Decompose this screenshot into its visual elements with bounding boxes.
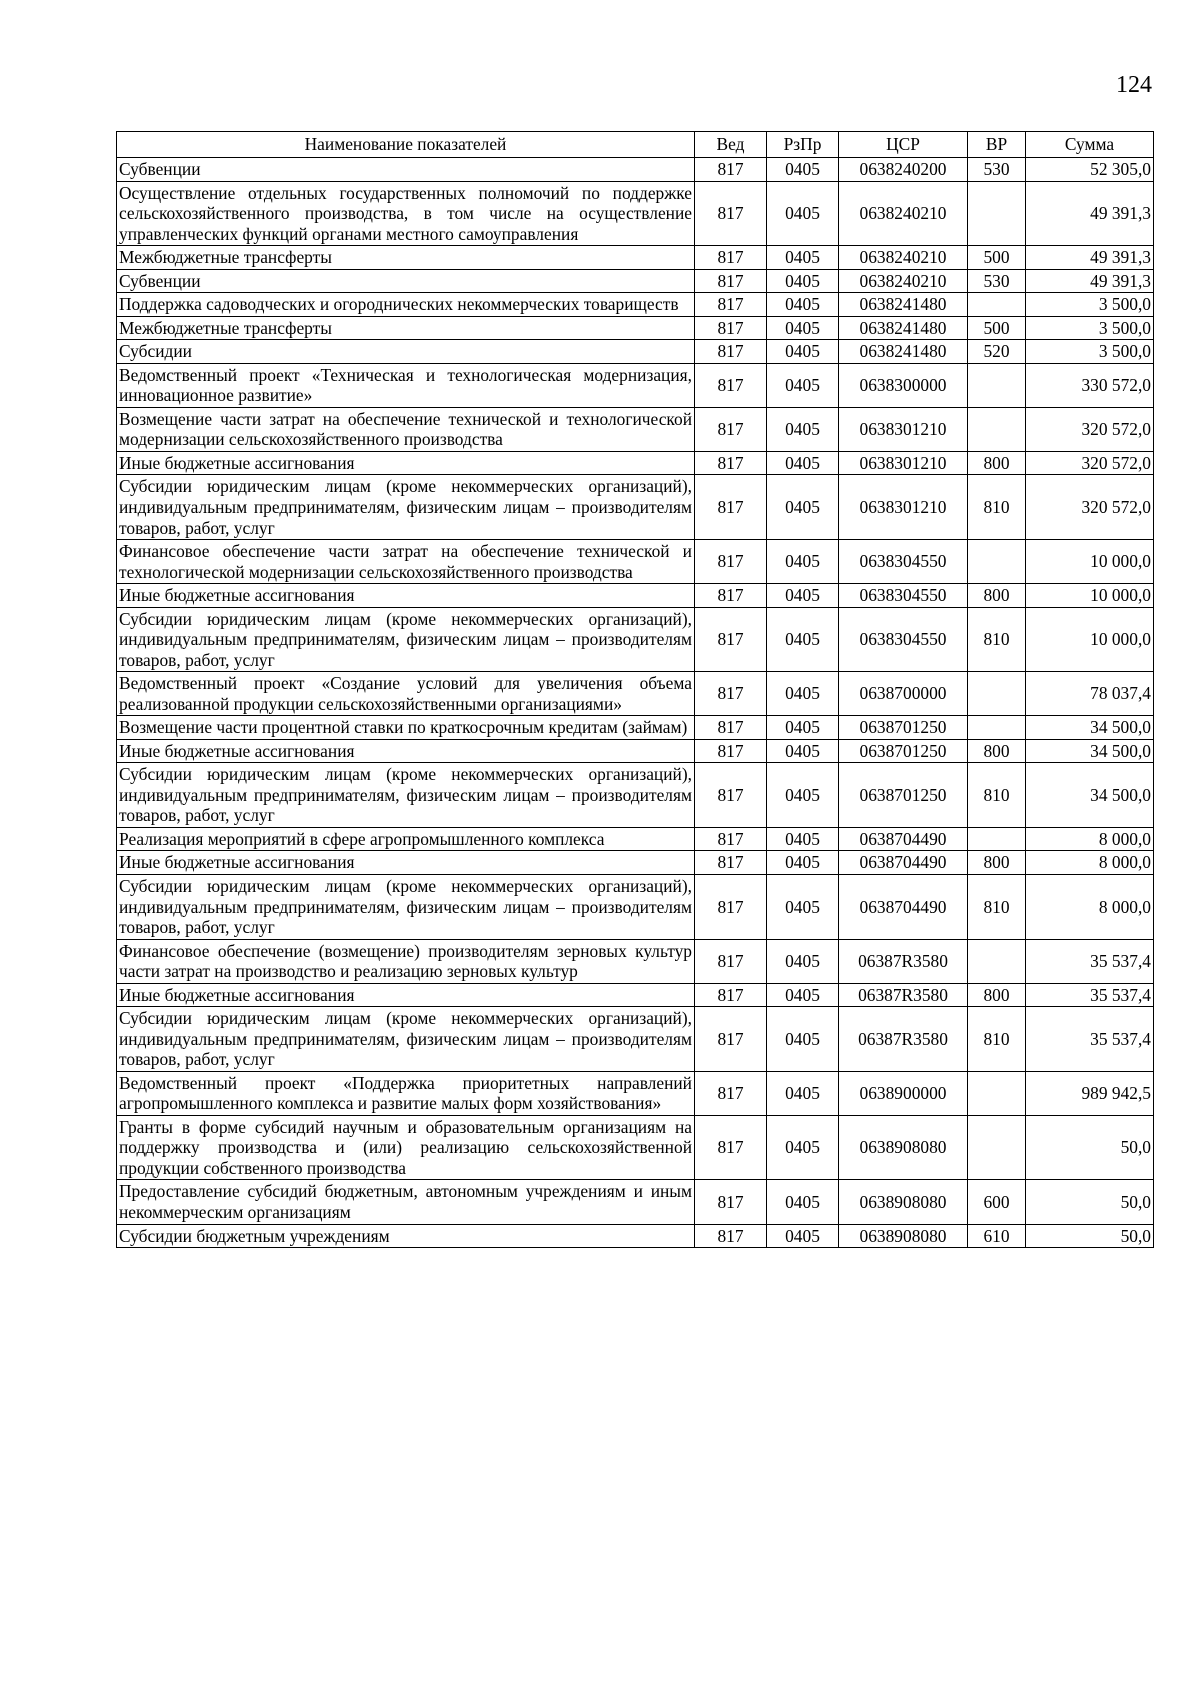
- table-row: [117, 827, 1154, 851]
- row-sum: 989 942,5: [1026, 1071, 1154, 1115]
- row-rzpr: 0405: [767, 739, 839, 763]
- row-ved: 817: [695, 716, 767, 740]
- row-ved: 817: [695, 584, 767, 608]
- row-ved: 817: [695, 158, 767, 182]
- row-csr: 0638701250: [839, 716, 968, 740]
- row-sum: 3 500,0: [1026, 293, 1154, 317]
- row-rzpr: 0405: [767, 716, 839, 740]
- row-vr: [968, 293, 1026, 317]
- row-csr: 0638301210: [839, 451, 968, 475]
- row-csr: 0638704490: [839, 827, 968, 851]
- row-csr: 0638304550: [839, 584, 968, 608]
- row-sum: 35 537,4: [1026, 983, 1154, 1007]
- table-row: [117, 475, 1154, 540]
- row-ved: 817: [695, 739, 767, 763]
- row-rzpr: 0405: [767, 181, 839, 246]
- row-ved: 817: [695, 246, 767, 270]
- row-rzpr: 0405: [767, 451, 839, 475]
- row-ved: 817: [695, 181, 767, 246]
- row-vr: [968, 540, 1026, 584]
- row-name: Гранты в форме субсидий научным и образовательным организациям на поддержку производства и (или) реализацию сельскохозяйственной продукции собственного производства: [117, 1115, 695, 1180]
- row-csr: 0638240210: [839, 246, 968, 270]
- row-csr: 0638241480: [839, 340, 968, 364]
- row-rzpr: 0405: [767, 1071, 839, 1115]
- row-sum: 330 572,0: [1026, 363, 1154, 407]
- row-vr: 800: [968, 739, 1026, 763]
- row-vr: 500: [968, 246, 1026, 270]
- table-row: [117, 363, 1154, 407]
- row-rzpr: 0405: [767, 475, 839, 540]
- table-row: [117, 407, 1154, 451]
- row-name: Возмещение части процентной ставки по краткосрочным кредитам (займам): [117, 716, 695, 740]
- row-rzpr: 0405: [767, 293, 839, 317]
- row-csr: 0638300000: [839, 363, 968, 407]
- row-csr: 0638301210: [839, 475, 968, 540]
- table-row: [117, 181, 1154, 246]
- row-ved: 817: [695, 1224, 767, 1248]
- row-name: Субсидии бюджетным учреждениям: [117, 1224, 695, 1248]
- column-header-rzpr: РзПр: [767, 132, 839, 158]
- row-sum: 34 500,0: [1026, 716, 1154, 740]
- row-csr: 0638304550: [839, 540, 968, 584]
- table-row: [117, 269, 1154, 293]
- row-name: Межбюджетные трансферты: [117, 316, 695, 340]
- row-rzpr: 0405: [767, 607, 839, 672]
- row-sum: 49 391,3: [1026, 181, 1154, 246]
- row-name: Ведомственный проект «Поддержка приоритетных направлений агропромышленного комплекса и развитие малых форм хозяйствования»: [117, 1071, 695, 1115]
- row-csr: 0638241480: [839, 316, 968, 340]
- row-vr: 530: [968, 158, 1026, 182]
- row-vr: [968, 1071, 1026, 1115]
- row-rzpr: 0405: [767, 407, 839, 451]
- row-rzpr: 0405: [767, 1180, 839, 1224]
- row-csr: 0638704490: [839, 875, 968, 940]
- row-ved: 817: [695, 293, 767, 317]
- table-row: [117, 316, 1154, 340]
- row-vr: 810: [968, 607, 1026, 672]
- row-vr: 810: [968, 763, 1026, 828]
- table-row: [117, 739, 1154, 763]
- row-csr: 0638240210: [839, 181, 968, 246]
- table-row: [117, 1224, 1154, 1248]
- row-vr: [968, 407, 1026, 451]
- row-name: Иные бюджетные ассигнования: [117, 451, 695, 475]
- row-rzpr: 0405: [767, 1115, 839, 1180]
- table-row: [117, 875, 1154, 940]
- row-name: Реализация мероприятий в сфере агропромышленного комплекса: [117, 827, 695, 851]
- row-sum: 50,0: [1026, 1180, 1154, 1224]
- row-rzpr: 0405: [767, 827, 839, 851]
- row-csr: 06387R3580: [839, 939, 968, 983]
- row-vr: 810: [968, 1007, 1026, 1072]
- row-sum: 10 000,0: [1026, 540, 1154, 584]
- row-rzpr: 0405: [767, 939, 839, 983]
- table-row: [117, 1115, 1154, 1180]
- row-name: Субвенции: [117, 269, 695, 293]
- row-rzpr: 0405: [767, 983, 839, 1007]
- row-csr: 0638908080: [839, 1180, 968, 1224]
- row-vr: 800: [968, 451, 1026, 475]
- row-name: Субвенции: [117, 158, 695, 182]
- column-header-csr: ЦСР: [839, 132, 968, 158]
- row-name: Субсидии юридическим лицам (кроме некоммерческих организаций), индивидуальным предпринимателям, физическим лицам – производителям товаров, работ, услуг: [117, 607, 695, 672]
- row-csr: 0638701250: [839, 763, 968, 828]
- row-rzpr: 0405: [767, 158, 839, 182]
- row-vr: [968, 181, 1026, 246]
- row-vr: [968, 672, 1026, 716]
- table-row: [117, 1007, 1154, 1072]
- row-rzpr: 0405: [767, 340, 839, 364]
- table-row: [117, 158, 1154, 182]
- row-name: Иные бюджетные ассигнования: [117, 983, 695, 1007]
- row-sum: 50,0: [1026, 1224, 1154, 1248]
- table-row: [117, 584, 1154, 608]
- column-header-name: Наименование показателей: [117, 132, 695, 158]
- row-vr: 600: [968, 1180, 1026, 1224]
- table-row: [117, 672, 1154, 716]
- row-name: Финансовое обеспечение (возмещение) производителям зерновых культур части затрат на производство и реализацию зерновых культур: [117, 939, 695, 983]
- row-name: Иные бюджетные ассигнования: [117, 584, 695, 608]
- row-rzpr: 0405: [767, 363, 839, 407]
- row-name: Осуществление отдельных государственных полномочий по поддержке сельскохозяйственного производства, в том числе на осуществление управленческих функций органами местного самоуправления: [117, 181, 695, 246]
- row-ved: 817: [695, 407, 767, 451]
- row-vr: [968, 716, 1026, 740]
- row-vr: [968, 363, 1026, 407]
- row-rzpr: 0405: [767, 851, 839, 875]
- row-csr: 0638304550: [839, 607, 968, 672]
- row-rzpr: 0405: [767, 1224, 839, 1248]
- table-row: [117, 451, 1154, 475]
- row-vr: [968, 939, 1026, 983]
- row-csr: 0638704490: [839, 851, 968, 875]
- row-vr: 810: [968, 875, 1026, 940]
- column-header-sum: Сумма: [1026, 132, 1154, 158]
- page-number: 124: [1116, 72, 1152, 98]
- table-row: [117, 763, 1154, 828]
- row-sum: 8 000,0: [1026, 827, 1154, 851]
- row-name: Межбюджетные трансферты: [117, 246, 695, 270]
- column-header-vr: ВР: [968, 132, 1026, 158]
- row-name: Поддержка садоводческих и огороднических некоммерческих товариществ: [117, 293, 695, 317]
- row-sum: 35 537,4: [1026, 939, 1154, 983]
- row-csr: 0638301210: [839, 407, 968, 451]
- row-ved: 817: [695, 851, 767, 875]
- row-ved: 817: [695, 475, 767, 540]
- table-row: [117, 340, 1154, 364]
- row-name: Субсидии юридическим лицам (кроме некоммерческих организаций), индивидуальным предпринимателям, физическим лицам – производителям товаров, работ, услуг: [117, 1007, 695, 1072]
- row-name: Субсидии юридическим лицам (кроме некоммерческих организаций), индивидуальным предпринимателям, физическим лицам – производителям товаров, работ, услуг: [117, 763, 695, 828]
- row-sum: 34 500,0: [1026, 763, 1154, 828]
- row-sum: 49 391,3: [1026, 246, 1154, 270]
- row-sum: 35 537,4: [1026, 1007, 1154, 1072]
- row-ved: 817: [695, 340, 767, 364]
- row-ved: 817: [695, 363, 767, 407]
- table-header-row: [117, 132, 1154, 158]
- row-csr: 06387R3580: [839, 983, 968, 1007]
- table-row: [117, 851, 1154, 875]
- row-sum: 8 000,0: [1026, 875, 1154, 940]
- row-ved: 817: [695, 827, 767, 851]
- row-vr: 800: [968, 584, 1026, 608]
- row-vr: 800: [968, 851, 1026, 875]
- row-rzpr: 0405: [767, 540, 839, 584]
- row-csr: 0638240200: [839, 158, 968, 182]
- row-ved: 817: [695, 269, 767, 293]
- row-vr: 800: [968, 983, 1026, 1007]
- row-vr: 520: [968, 340, 1026, 364]
- row-ved: 817: [695, 875, 767, 940]
- row-csr: 0638900000: [839, 1071, 968, 1115]
- row-ved: 817: [695, 1007, 767, 1072]
- row-sum: 3 500,0: [1026, 316, 1154, 340]
- row-ved: 817: [695, 540, 767, 584]
- table-row: [117, 1071, 1154, 1115]
- row-ved: 817: [695, 607, 767, 672]
- table-row: [117, 716, 1154, 740]
- row-rzpr: 0405: [767, 246, 839, 270]
- row-csr: 0638240210: [839, 269, 968, 293]
- row-ved: 817: [695, 451, 767, 475]
- row-ved: 817: [695, 1071, 767, 1115]
- row-sum: 8 000,0: [1026, 851, 1154, 875]
- table-row: [117, 939, 1154, 983]
- row-rzpr: 0405: [767, 584, 839, 608]
- row-sum: 320 572,0: [1026, 475, 1154, 540]
- table-row: [117, 246, 1154, 270]
- table-row: [117, 983, 1154, 1007]
- row-sum: 320 572,0: [1026, 451, 1154, 475]
- row-vr: 610: [968, 1224, 1026, 1248]
- row-ved: 817: [695, 316, 767, 340]
- row-name: Предоставление субсидий бюджетным, автономным учреждениям и иным некоммерческим организациям: [117, 1180, 695, 1224]
- row-csr: 0638700000: [839, 672, 968, 716]
- budget-table: [116, 131, 1154, 1248]
- row-rzpr: 0405: [767, 316, 839, 340]
- table-row: [117, 540, 1154, 584]
- row-csr: 0638701250: [839, 739, 968, 763]
- row-name: Субсидии юридическим лицам (кроме некоммерческих организаций), индивидуальным предпринимателям, физическим лицам – производителям товаров, работ, услуг: [117, 875, 695, 940]
- row-sum: 3 500,0: [1026, 340, 1154, 364]
- row-sum: 320 572,0: [1026, 407, 1154, 451]
- row-vr: 530: [968, 269, 1026, 293]
- row-name: Субсидии: [117, 340, 695, 364]
- row-ved: 817: [695, 983, 767, 1007]
- table-row: [117, 293, 1154, 317]
- row-ved: 817: [695, 763, 767, 828]
- row-name: Ведомственный проект «Техническая и технологическая модернизация, инновационное развитие»: [117, 363, 695, 407]
- row-name: Финансовое обеспечение части затрат на обеспечение технической и технологической модернизации сельскохозяйственного производства: [117, 540, 695, 584]
- row-name: Ведомственный проект «Создание условий для увеличения объема реализованной продукции сельскохозяйственными организациями»: [117, 672, 695, 716]
- row-ved: 817: [695, 939, 767, 983]
- row-rzpr: 0405: [767, 269, 839, 293]
- row-sum: 49 391,3: [1026, 269, 1154, 293]
- row-vr: 810: [968, 475, 1026, 540]
- row-sum: 78 037,4: [1026, 672, 1154, 716]
- row-ved: 817: [695, 672, 767, 716]
- row-csr: 06387R3580: [839, 1007, 968, 1072]
- row-rzpr: 0405: [767, 1007, 839, 1072]
- row-sum: 10 000,0: [1026, 607, 1154, 672]
- row-vr: [968, 827, 1026, 851]
- table-row: [117, 1180, 1154, 1224]
- row-vr: [968, 1115, 1026, 1180]
- row-name: Иные бюджетные ассигнования: [117, 739, 695, 763]
- table-body: [117, 158, 1154, 1248]
- row-sum: 52 305,0: [1026, 158, 1154, 182]
- row-rzpr: 0405: [767, 672, 839, 716]
- row-sum: 50,0: [1026, 1115, 1154, 1180]
- row-rzpr: 0405: [767, 875, 839, 940]
- column-header-ved: Вед: [695, 132, 767, 158]
- row-csr: 0638241480: [839, 293, 968, 317]
- row-name: Возмещение части затрат на обеспечение технической и технологической модернизации сельскохозяйственного производства: [117, 407, 695, 451]
- table-row: [117, 607, 1154, 672]
- row-csr: 0638908080: [839, 1224, 968, 1248]
- row-rzpr: 0405: [767, 763, 839, 828]
- row-name: Иные бюджетные ассигнования: [117, 851, 695, 875]
- row-name: Субсидии юридическим лицам (кроме некоммерческих организаций), индивидуальным предпринимателям, физическим лицам – производителям товаров, работ, услуг: [117, 475, 695, 540]
- row-sum: 10 000,0: [1026, 584, 1154, 608]
- row-sum: 34 500,0: [1026, 739, 1154, 763]
- row-vr: 500: [968, 316, 1026, 340]
- row-ved: 817: [695, 1115, 767, 1180]
- row-ved: 817: [695, 1180, 767, 1224]
- row-csr: 0638908080: [839, 1115, 968, 1180]
